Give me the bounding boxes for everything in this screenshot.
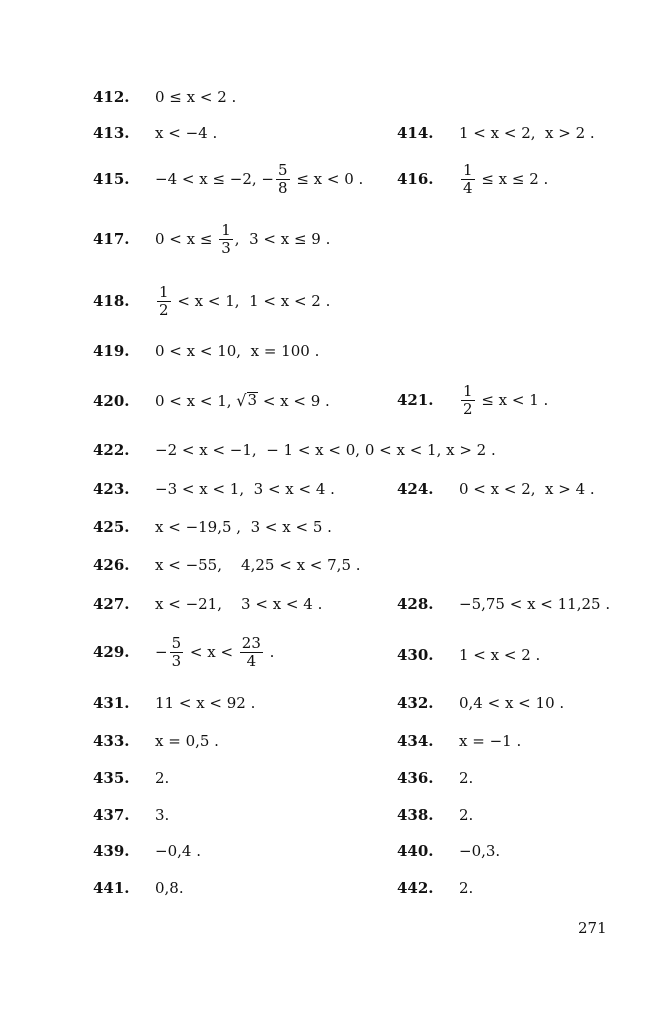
problem-number: 417.: [93, 230, 130, 248]
answer-text: [155, 88, 236, 106]
answer-433: [93, 732, 219, 750]
answer-435: [93, 769, 169, 787]
problem-number: 412.: [93, 88, 130, 106]
problem-number: 414.: [397, 124, 434, 142]
answer-412: [93, 88, 236, 106]
answer-441: [93, 879, 184, 897]
answer-segment: x = 0,5 .: [155, 732, 219, 750]
fraction-denominator: 2: [159, 300, 169, 319]
answer-438: [397, 806, 473, 824]
answer-417: [93, 222, 330, 256]
problem-number: 439.: [93, 842, 130, 860]
problem-number: 428.: [397, 595, 434, 613]
problem-number: 441.: [93, 879, 130, 897]
answer-segment: 1 < x < 2, x > 2 .: [459, 124, 595, 142]
fraction-denominator: 8: [278, 178, 288, 197]
fraction: [157, 284, 171, 318]
problem-number: 421.: [397, 391, 434, 409]
answer-segment: 0 < x < 2, x > 4 .: [459, 480, 595, 498]
answer-segment: −: [155, 643, 168, 661]
answer-segment: x < −21, 3 < x < 4 .: [155, 595, 323, 613]
answer-434: [397, 732, 521, 750]
answer-432: [397, 694, 564, 712]
fraction: [170, 635, 184, 669]
fraction-denominator: 2: [463, 399, 473, 418]
answer-segment: 2.: [155, 769, 170, 787]
answer-429: [93, 635, 274, 669]
fraction-numerator: 1: [463, 161, 473, 179]
fraction-numerator: 5: [171, 634, 182, 652]
radical-sign: √: [236, 391, 247, 410]
answer-segment: 0 < x < 1,: [155, 391, 237, 410]
answer-segment: < x < 9 .: [258, 391, 330, 410]
answer-421: [397, 383, 548, 417]
problem-number: 418.: [93, 292, 130, 310]
problem-number: 423.: [93, 480, 130, 498]
answer-426: [93, 556, 361, 574]
fraction-denominator: 3: [171, 651, 182, 670]
answer-segment: 11 < x < 92 .: [155, 694, 256, 712]
answer-424: [397, 480, 595, 498]
answer-segment: −4 < x ≤ −2, −: [155, 170, 274, 188]
answer-413: [93, 124, 217, 142]
problem-number: 442.: [397, 879, 434, 897]
fraction-numerator: 1: [221, 221, 231, 239]
answer-414: [397, 124, 595, 142]
answer-segment: 0 < x ≤: [155, 230, 218, 248]
answer-416: [397, 162, 548, 196]
problem-number: 433.: [93, 732, 130, 750]
answer-segment: 2.: [459, 806, 474, 824]
answer-segment: ≤ x ≤ 2 .: [476, 170, 549, 188]
answer-segment: 0 < x < 10, x = 100 .: [155, 342, 320, 360]
problem-number: 435.: [93, 769, 130, 787]
answer-segment: −0,4 .: [155, 842, 201, 860]
fraction: [461, 162, 475, 196]
answer-segment: 1 < x < 2 .: [459, 646, 541, 664]
answer-415: [93, 162, 363, 196]
answer-418: [93, 284, 330, 318]
problem-number: 436.: [397, 769, 434, 787]
problem-number: 430.: [397, 646, 434, 664]
problem-number: 420.: [93, 391, 130, 410]
problem-number: 434.: [397, 732, 434, 750]
fraction-numerator: 1: [159, 283, 169, 301]
problem-number: 424.: [397, 480, 434, 498]
problem-number: 431.: [93, 694, 130, 712]
answer-segment: x = −1 .: [459, 732, 522, 750]
answer-segment: < x < 1, 1 < x < 2 .: [172, 292, 331, 310]
fraction-numerator: 23: [241, 634, 261, 652]
fraction: [240, 635, 263, 669]
problem-number: 422.: [93, 441, 130, 459]
answer-436: [397, 769, 473, 787]
fraction-denominator: 4: [463, 178, 473, 197]
answer-431: [93, 694, 255, 712]
problem-number: 432.: [397, 694, 434, 712]
fraction-denominator: 4: [246, 651, 257, 670]
problem-number: 427.: [93, 595, 130, 613]
problem-number: 426.: [93, 556, 130, 574]
answer-segment: ≤ x < 1 .: [476, 391, 549, 409]
answer-segment: −0,3.: [459, 842, 501, 860]
fraction: [461, 383, 475, 417]
answer-segment: < x <: [185, 643, 238, 661]
radicand: 3: [247, 391, 258, 410]
answer-segment: 2.: [459, 879, 474, 897]
problem-number: 440.: [397, 842, 434, 860]
answer-427: [93, 595, 322, 613]
problem-number: 416.: [397, 170, 434, 188]
answer-segment: 3.: [155, 806, 170, 824]
answer-423: [93, 480, 335, 498]
problem-number: 438.: [397, 806, 434, 824]
fraction: [276, 162, 290, 196]
answer-segment: , 3 < x ≤ 9 .: [234, 230, 331, 248]
answer-segment: .: [264, 643, 275, 661]
answer-442: [397, 879, 473, 897]
answer-segment: 0,8.: [155, 879, 184, 897]
answer-422: [93, 441, 496, 459]
answer-segment: 0,4 < x < 10 .: [459, 694, 565, 712]
problem-number: 415.: [93, 170, 130, 188]
answer-437: [93, 806, 169, 824]
answer-segment: ≤ x < 0 .: [291, 170, 364, 188]
answer-419: [93, 342, 319, 360]
answer-420: [93, 391, 330, 410]
fraction-denominator: 3: [221, 238, 231, 257]
answer-segment: 2.: [459, 769, 474, 787]
problem-number: 437.: [93, 806, 130, 824]
fraction-numerator: 5: [278, 161, 288, 179]
fraction-numerator: 1: [463, 382, 473, 400]
answer-440: [397, 842, 500, 860]
fraction: [219, 222, 233, 256]
answer-430: [397, 646, 540, 664]
answer-segment: x < −55, 4,25 < x < 7,5 .: [155, 556, 361, 574]
answer-segment: −2 < x < −1, − 1 < x < 0, 0 < x < 1, x > 2 .: [155, 441, 496, 459]
problem-number: 429.: [93, 643, 130, 661]
problem-number: 413.: [93, 124, 130, 142]
answer-segment: 0 ≤ x < 2 .: [155, 88, 237, 106]
answer-425: [93, 518, 332, 536]
problem-number: 425.: [93, 518, 130, 536]
answer-segment: −5,75 < x < 11,25 .: [459, 595, 611, 613]
page-number: 271: [578, 919, 607, 937]
problem-number: 419.: [93, 342, 130, 360]
answer-segment: −3 < x < 1, 3 < x < 4 .: [155, 480, 335, 498]
answer-439: [93, 842, 201, 860]
answer-segment: x < −19,5 , 3 < x < 5 .: [155, 518, 332, 536]
answer-segment: x < −4 .: [155, 124, 218, 142]
answer-428: [397, 595, 610, 613]
